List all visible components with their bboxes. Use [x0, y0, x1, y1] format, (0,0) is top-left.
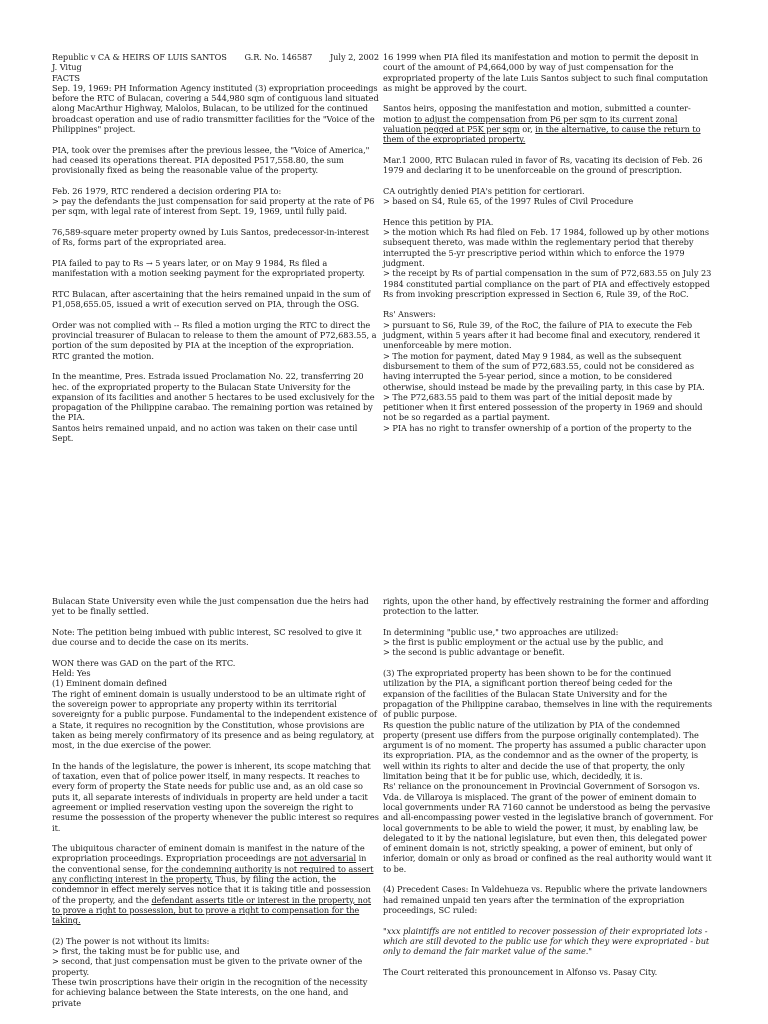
facts-bullet: > The motion for payment, dated May 9 1984, as well as the subsequent disbursement to them of the sum of P72,683.55, could not be considered as having interrupted the 5-year period, since a motion, to be considered otherwise, should instead be made by the prevailing party, in this case by PIA.	[383, 350, 705, 392]
case-title: Republic v CA & HEIRS OF LUIS SANTOS	[52, 52, 227, 62]
body-paragraph: In the hands of the legislature, the power is inherent, its scope matching that of taxation, even that of police power itself, in many respects. It reaches to every form of property the State needs for public use and, as an old case so puts it, all separate interests of individuals in property are held under a tacit agreement or implied reservation vesting upon the sovereign the right to resume the possession of the property whenever the public interest so requires it.	[52, 760, 379, 833]
body-paragraph: rights, upon the other hand, by effectively restraining the former and affording protection to the latter.	[383, 596, 709, 617]
text-run: in the conventional sense, for	[52, 853, 367, 874]
facts-paragraph: Feb. 26 1979, RTC rendered a decision ordering PIA to:	[52, 185, 282, 196]
section-heading: (1) Eminent domain defined	[52, 678, 167, 689]
body-paragraph: (4) Precedent Cases: In Valdehueza vs. Republic where the private landowners had remained unpaid ten years after the termination of the expropriation proceedings, SC ruled:	[383, 884, 708, 915]
expropriation-paragraph	[52, 843, 379, 925]
body-bullet: > second, that just compensation must be given to the private owner of the property.	[52, 956, 363, 977]
facts-bullet: > pursuant to S6, Rule 39, of the RoC, the failure of PIA to execute the Feb judgment, within 5 years after it had become final and executory, rendered it unenforceable by mere motion.	[383, 319, 700, 351]
page-gap	[0, 518, 768, 575]
answers-heading: Rs' Answers:	[383, 309, 436, 320]
body-bullet: > first, the taking must be for public use, and	[52, 946, 240, 957]
facts-bullet: > pay the defendants the just compensation for said property at the rate of P6 per sqm, with legal rate of interest from Sept. 19, 1969, until fully paid.	[52, 196, 375, 217]
facts-bullet: > the motion which Rs had filed on Feb. 17 1984, followed up by other motions subsequent thereto, was made within the reglementary period that thereby interrupted the 5-yr prescriptive period within which to enforce the 1979 judgment.	[383, 227, 709, 268]
body-bullet: > the second is public advantage or benefit.	[383, 647, 565, 658]
facts-paragraph: CA outrightly denied PIA's petition for certiorari.	[383, 185, 585, 196]
underlined-text: to adjust the compensation from P6 per sqm to its current zonal valuation pegged at P5K per sqm	[383, 113, 678, 135]
facts-paragraph: Hence this petition by PIA.	[383, 216, 494, 227]
facts-bullet: > The P72,683.55 paid to them was part of the initial deposit made by petitioner when it first entered possession of the property in 1969 and should not be so regarded as a partial payment.	[383, 391, 703, 423]
case-gr-number: G.R. No. 146587	[244, 52, 313, 62]
page1-left-column	[52, 52, 379, 443]
body-paragraph: These twin proscriptions have their origin in the recognition of the necessity for achieving balance between the State interests, on the one hand, and private	[52, 976, 368, 1008]
facts-paragraph: Sep. 19, 1969: PH Information Agency instituted (3) expropriation proceedings before the RTC of Bulacan, covering a 544,980 sqm of contiguous land situated along MacArthur Highway, Malolos, Bulacan, to be utilized for the continued broadcast operation and use of radio transmitter facilities for the "Voice of the Philippines" project.	[52, 82, 379, 135]
body-paragraph: Bulacan State University even while the just compensation due the heirs had yet to be finally settled.	[52, 596, 369, 617]
body-paragraph: Rs question the public nature of the utilization by PIA of the condemned property (present use differs from the purpose originally contemplated). The argument is of no moment. The property has assumed a public character upon its expropriation. PIA, as the condemnor and as the owner of the property, is well within its rights to alter and decide the use of that property, the only limitation being that it be for public use, which, decidedly, it is.	[383, 719, 707, 782]
body-paragraph: (3) The expropriated property has been shown to be for the continued utilization by the PIA, a significant portion thereof being ceded for the expansion of the facilities of the Bulacan State University and for the propagation of the Philippine carabao, themselves in line with the requirements of public purpose.	[383, 668, 713, 720]
body-bullet: > the first is public employment or the actual use by the public, and	[383, 637, 664, 648]
body-paragraph: In determining "public use," two approaches are utilized:	[383, 626, 619, 637]
ponente: J. Vitug	[52, 62, 82, 73]
body-paragraph: Note: The petition being imbued with public interest, SC resolved to give it due course and to decide the case on its merits.	[52, 626, 362, 648]
facts-heading: FACTS	[52, 72, 80, 83]
underlined-text: the condemning authority is not required to assert any conflicting interest in the property.	[52, 863, 374, 885]
facts-paragraph: 16 1999 when PIA filed its manifestation and motion to permit the deposit in court of the amount of P4,664,000 by way of just compensation for the expropriated property of the late Luis Santos subject to such final computation as might be approved by the court.	[383, 52, 709, 93]
text-run: The ubiquitous character of eminent domain is manifest in the nature of the expropriation proceedings. Expropriation proceedings are	[52, 843, 365, 864]
underlined-text: not adversarial	[294, 853, 357, 864]
facts-bullet: > PIA has no right to transfer ownership of a portion of the property to the	[383, 422, 692, 433]
held-heading: Held: Yes	[52, 668, 91, 679]
underlined-text: defendant asserts title or interest in the property, not to prove a right to possession, but to prove a right to compensation for the taking.	[52, 894, 372, 926]
text-run: or,	[519, 124, 536, 135]
facts-paragraph: Santos heirs remained unpaid, and no action was taken on their case until Sept.	[52, 422, 358, 443]
underlined-text: in the alternative, to cause the return to them of the expropriated property.	[383, 124, 701, 145]
case-header	[52, 52, 379, 62]
quoted-ruling: "xxx plaintiffs are not entitled to recover possession of their expropriated lots - which are still devoted to the public use for which they were expropriated - but only to demand the fair market value of the same."	[383, 925, 710, 957]
facts-paragraph: PIA, took over the premises after the previous lessee, the "Voice of America," had ceased its operations thereat. PIA deposited P517,558.80, the sum provisionally fixed as being the reasonable value of the property.	[52, 144, 370, 176]
case-date: July 2, 2002	[329, 52, 379, 62]
counter-motion-paragraph	[383, 103, 713, 144]
body-paragraph: Rs' reliance on the pronouncement in Provincial Government of Sorsogon vs. Vda. de Villaroya is misplaced. The grant of the power of eminent domain to local governments under RA 7160 cannot be understood as being the pervasive and all-encompassing power vested in the legislative branch of government. For local governments to be able to wield the power, it must, by enabling law, be delegated to it by the national legislature, but even then, this delegated power of eminent domain is not, strictly speaking, a power of eminent, but only of inferior, domain or only as broad or confined as the real authority would want it to be.	[383, 781, 713, 874]
page1-right-column	[383, 52, 713, 433]
facts-paragraph: RTC Bulacan, after ascertaining that the heirs remained unpaid in the sum of P1,058,655.05, issued a writ of execution served on PIA, through the OSG.	[52, 288, 371, 310]
issue-paragraph: WON there was GAD on the part of the RTC.	[52, 657, 236, 668]
facts-bullet: > the receipt by Rs of partial compensation in the sum of P72,683.55 on July 23 1984 constituted partial compliance on the part of PIA and effectively estopped Rs from invoking prescription expressed in Section 6, Rule 39, of the RoC.	[383, 268, 712, 299]
facts-bullet: > based on S4, Rule 65, of the 1997 Rules of Civil Procedure	[383, 196, 634, 207]
page2-right-column	[383, 596, 713, 977]
body-paragraph: The right of eminent domain is usually understood to be an ultimate right of the sovereign power to appropriate any property within its territorial sovereignty for a public purpose. Fundamental to the independent existence of a State, it requires no recognition by the Constitution, whose provisions are taken as being merely confirmatory of its presence and as being regulatory, at most, in the due exercise of the power.	[52, 688, 377, 751]
facts-paragraph: PIA failed to pay to Rs → 5 years later, or on May 9 1984, Rs filed a manifestation with a motion seeking payment for the expropriated property.	[52, 257, 365, 279]
facts-paragraph: Mar.1 2000, RTC Bulacan ruled in favor of Rs, vacating its decision of Feb. 26 1979 and declaring it to be unenforceable on the ground of prescription.	[383, 154, 703, 176]
section-heading: (2) The power is not without its limits:	[52, 935, 210, 946]
facts-paragraph: RTC granted the motion.	[52, 350, 154, 361]
facts-paragraph: In the meantime, Pres. Estrada issued Proclamation No. 22, transferring 20 hec. of the expropriated property to the Bulacan State University for the expansion of its facilities and another 5 hectares to be used exclusively for the propagation of the Philippine carabao. The remaining portion was retained by the PIA.	[52, 371, 375, 423]
facts-paragraph: Order was not complied with -- Rs filed a motion urging the RTC to direct the provincial treasurer of Bulacan to release to them the amount of P72,683.55, a portion of the sum deposited by PIA at the inception of the expropriation.	[52, 319, 377, 351]
body-paragraph: The Court reiterated this pronouncement in Alfonso vs. Pasay City.	[383, 966, 658, 977]
text-run: Thus, by filing the action, the condemnor in effect merely serves notice that it is taking title and possession of the property, and the	[52, 874, 371, 905]
page2-left-column	[52, 596, 379, 1008]
text-run: Santos heirs, opposing the manifestation and motion, submitted a counter-motion	[383, 103, 691, 124]
facts-paragraph: 76,589-square meter property owned by Luis Santos, predecessor-in-interest of Rs, forms part of the expropriated area.	[52, 227, 369, 248]
